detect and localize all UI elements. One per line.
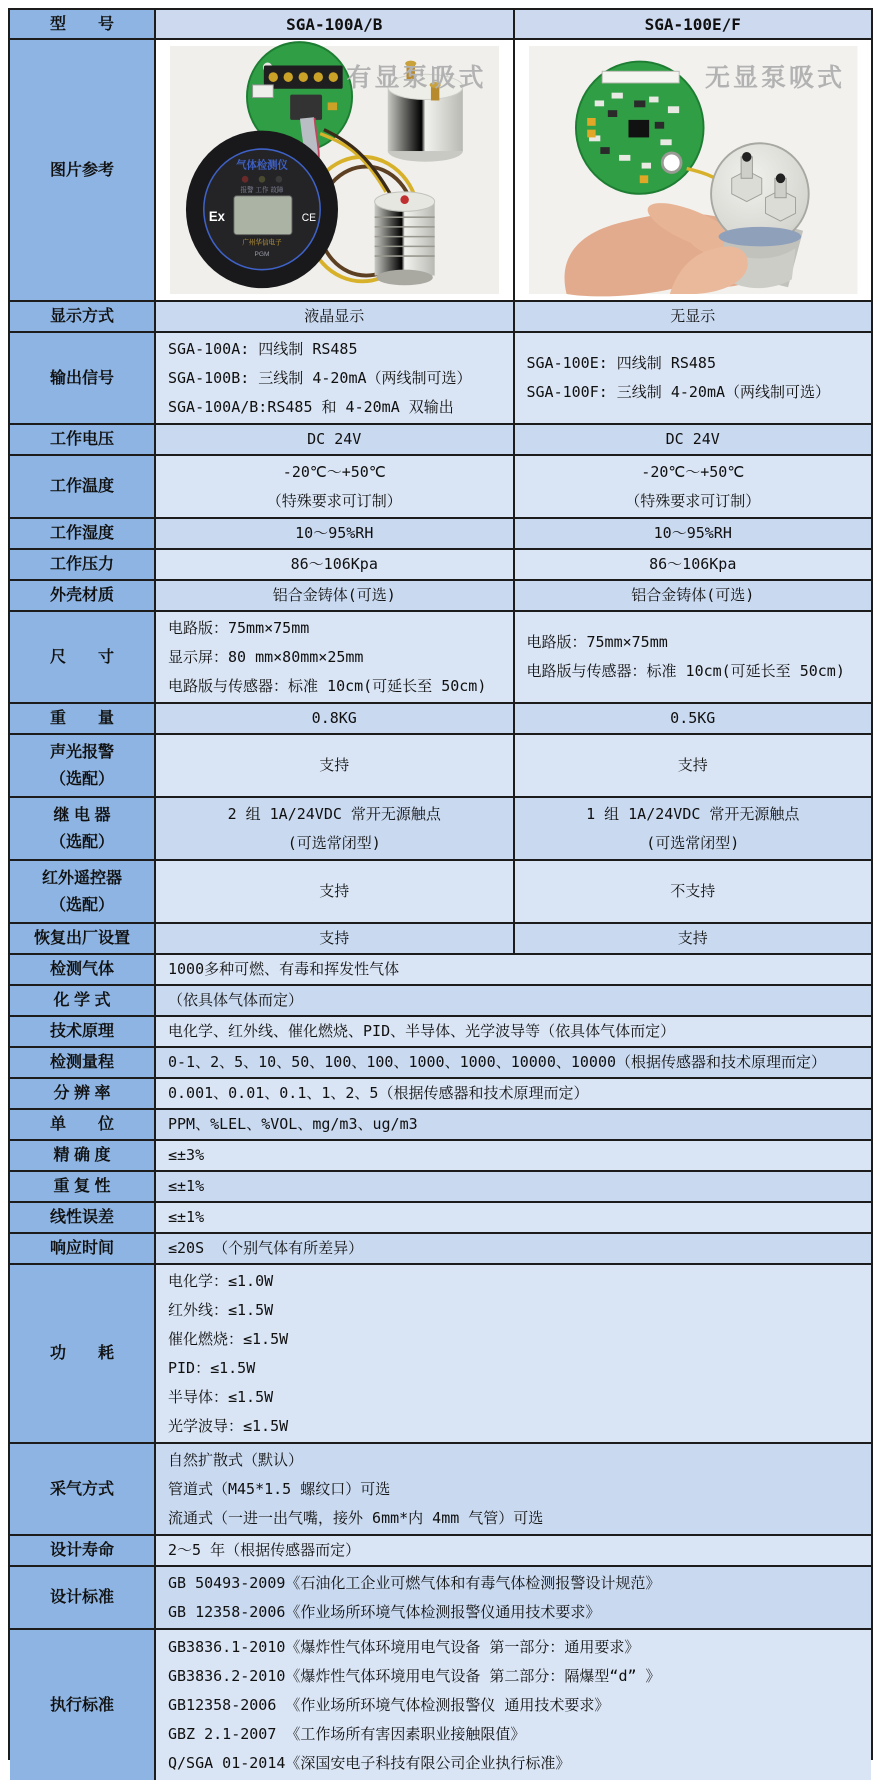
- row-label-line: 执行标准: [49, 1696, 114, 1714]
- spec-row-18: [10, 1110, 871, 1141]
- spec-row-14: [10, 986, 871, 1017]
- value-line: SGA-100E: 四线制 RS485: [526, 354, 716, 372]
- row-label-line: 设计寿命: [49, 1542, 114, 1559]
- value-col2: [513, 519, 872, 548]
- row-label-line: 工作压力: [49, 556, 114, 573]
- image-reference-row: [10, 40, 871, 302]
- value-line: 10～95%RH: [295, 524, 374, 542]
- row-label: [10, 1444, 156, 1534]
- value-line: ≤±1%: [168, 1208, 205, 1226]
- row-label: [10, 1172, 156, 1201]
- model-header-sga100ab: SGA-100A/B: [156, 10, 513, 38]
- value-line: 红外线：≤1.5W: [168, 1300, 274, 1319]
- product-photo-cell-sga100ef: [513, 40, 872, 300]
- row-label-line: 继 电 器: [53, 806, 111, 824]
- value-line: （特殊要求可订制）: [625, 491, 761, 510]
- span: [156, 1079, 871, 1108]
- spec-row-26: [10, 1567, 871, 1630]
- value-line: DC 24V: [307, 430, 362, 448]
- value-line: 0.8KG: [311, 709, 357, 727]
- row-label: [10, 1110, 156, 1139]
- row-label-line: 检测量程: [49, 1054, 114, 1071]
- value-col1: [156, 861, 513, 922]
- svg-text:报警 工作 故障: 报警 工作 故障: [240, 186, 284, 194]
- row-label: [10, 333, 156, 423]
- row-label: [10, 302, 156, 331]
- row-label: [10, 1630, 156, 1780]
- watermark-text: 有显泵吸式: [346, 64, 487, 92]
- value-col1: [156, 333, 513, 423]
- value-line: GB12358-2006 《作业场所环境气体检测报警仪 通用技术要求》: [168, 1695, 610, 1714]
- value-line: 电路版：75mm×75mm: [168, 618, 310, 637]
- row-label-line: 声光报警: [49, 743, 114, 761]
- value-line: GB3836.1-2010《爆炸性气体环境用电气设备 第一部分：通用要求》: [168, 1637, 640, 1656]
- value-col2: [513, 550, 872, 579]
- value-line: 无显示: [670, 307, 716, 325]
- value-col2: [513, 333, 872, 423]
- spec-row-2: [10, 425, 871, 456]
- row-label-line: 分 辨 率: [53, 1085, 111, 1102]
- spec-row-25: [10, 1536, 871, 1567]
- row-label: [10, 1265, 156, 1442]
- value-line: GB 50493-2009《石油化工企业可燃气体和有毒气体检测报警设计规范》: [168, 1573, 661, 1592]
- spec-row-16: [10, 1048, 871, 1079]
- row-label-line: （选配）: [49, 896, 114, 914]
- spec-row-22: [10, 1234, 871, 1265]
- value-line: 液晶显示: [304, 307, 365, 325]
- span: [156, 1265, 871, 1442]
- value-line: (可选常闭型): [287, 833, 381, 852]
- value-line: -20℃～+50℃: [282, 462, 386, 481]
- spec-row-17: [10, 1079, 871, 1110]
- row-label: [10, 1567, 156, 1628]
- table-header-row: [10, 10, 871, 40]
- row-label-line: 输出信号: [49, 369, 114, 387]
- svg-text:Ex: Ex: [208, 208, 225, 225]
- value-col1: [156, 735, 513, 796]
- value-col2: [513, 581, 872, 610]
- spec-row-24: [10, 1444, 871, 1536]
- spec-row-7: [10, 612, 871, 704]
- spec-row-3: [10, 456, 871, 519]
- value-col2: [513, 861, 872, 922]
- value-line: 显示屏：80 mm×80mm×25mm: [168, 647, 364, 666]
- value-line: 1000多种可燃、有毒和挥发性气体: [168, 960, 400, 978]
- row-label: [10, 550, 156, 579]
- row-label-line: 功 耗: [49, 1345, 114, 1362]
- value-line: 管道式（M45*1.5 螺纹口）可选: [168, 1479, 391, 1498]
- spec-row-4: [10, 519, 871, 550]
- value-line: 光学波导：≤1.5W: [168, 1416, 289, 1435]
- value-line: 支持: [319, 756, 350, 774]
- value-line: 铝合金铸体(可选): [272, 586, 396, 604]
- row-label: [10, 1141, 156, 1170]
- row-label-line: 采气方式: [49, 1480, 114, 1498]
- row-label-line: 恢复出厂设置: [33, 930, 130, 947]
- watermark-text: 无显泵吸式: [704, 64, 845, 92]
- value-line: 支持: [319, 929, 350, 947]
- row-label: [10, 1536, 156, 1565]
- value-line: 支持: [677, 929, 708, 947]
- row-label: [10, 1048, 156, 1077]
- row-label: [10, 1017, 156, 1046]
- row-label: [10, 519, 156, 548]
- spec-rows-container: [10, 302, 871, 1772]
- span: [156, 1172, 871, 1201]
- value-line: 2～5 年（根据传感器而定）: [168, 1541, 361, 1559]
- value-line: 电路版与传感器：标准 10cm(可延长至 50cm): [526, 662, 845, 680]
- value-line: 0.001、0.01、0.1、1、2、5（根据传感器和技术原理而定）: [168, 1084, 589, 1102]
- value-line: （特殊要求可订制）: [266, 491, 402, 510]
- row-label: [10, 735, 156, 796]
- value-line: DC 24V: [665, 430, 720, 448]
- spec-row-8: [10, 704, 871, 735]
- spec-row-10: [10, 798, 871, 861]
- row-label-line: 设计标准: [49, 1589, 114, 1606]
- row-label-line: 重 复 性: [53, 1178, 111, 1195]
- value-line: 催化燃烧：≤1.5W: [168, 1329, 289, 1348]
- spec-row-12: [10, 924, 871, 955]
- row-label: [10, 425, 156, 454]
- row-label-line: 尺 寸: [49, 648, 114, 666]
- value-line: 电路版：75mm×75mm: [526, 633, 668, 651]
- svg-text:CE: CE: [301, 211, 317, 225]
- span: [156, 955, 871, 984]
- value-line: ≤20S （个别气体有所差异）: [168, 1239, 364, 1257]
- row-label: [10, 986, 156, 1015]
- spec-row-6: [10, 581, 871, 612]
- value-col1: [156, 302, 513, 331]
- row-label-line: 外壳材质: [49, 587, 114, 604]
- value-line: GB 12358-2006《作业场所环境气体检测报警仪通用技术要求》: [168, 1602, 601, 1621]
- row-label: [10, 955, 156, 984]
- value-col1: [156, 425, 513, 454]
- value-line: PPM、%LEL、%VOL、mg/m3、ug/m3: [168, 1115, 418, 1133]
- spec-table: [8, 8, 873, 1772]
- value-line: SGA-100B: 三线制 4-20mA（两线制可选）: [168, 368, 472, 387]
- value-line: 86～106Kpa: [290, 555, 378, 573]
- value-line: 支持: [319, 882, 350, 900]
- value-line: GB3836.2-2010《爆炸性气体环境用电气设备 第二部分：隔爆型“d” 》: [168, 1666, 661, 1685]
- value-line: ≤±3%: [168, 1146, 205, 1164]
- value-line: PID：≤1.5W: [168, 1358, 256, 1377]
- row-label-line: 显示方式: [49, 308, 114, 325]
- row-label-line: 红外遥控器: [41, 869, 122, 887]
- value-line: 支持: [677, 756, 708, 774]
- spec-row-5: [10, 550, 871, 581]
- row-label-line: 单 位: [49, 1116, 114, 1133]
- value-col1: [156, 550, 513, 579]
- value-line: 0.5KG: [670, 709, 716, 727]
- value-col1: [156, 924, 513, 953]
- row-label: [10, 456, 156, 517]
- value-line: SGA-100F: 三线制 4-20mA（两线制可选）: [526, 383, 831, 401]
- span: [156, 1048, 871, 1077]
- spec-row-11: [10, 861, 871, 924]
- value-col1: [156, 519, 513, 548]
- value-line: ≤±1%: [168, 1177, 205, 1195]
- spec-row-19: [10, 1141, 871, 1172]
- value-line: 电路版与传感器：标准 10cm(可延长至 50cm): [168, 676, 487, 695]
- svg-text:广州华信电子: 广州华信电子: [242, 239, 282, 247]
- value-col1: [156, 798, 513, 859]
- row-label: [10, 1203, 156, 1232]
- svg-text:气体检测仪: 气体检测仪: [236, 159, 288, 172]
- row-label-line: 检测气体: [49, 961, 114, 978]
- value-col2: [513, 425, 872, 454]
- spec-row-23: [10, 1265, 871, 1444]
- value-col1: [156, 581, 513, 610]
- span: [156, 1203, 871, 1232]
- span: [156, 1630, 871, 1780]
- row-label-line: 响应时间: [49, 1240, 114, 1257]
- span: [156, 1536, 871, 1565]
- row-label: [10, 924, 156, 953]
- value-col2: [513, 924, 872, 953]
- value-line: 0-1、2、5、10、50、100、100、1000、1000、10000、10000（根据传感器和技术原理而定）: [168, 1053, 827, 1071]
- value-col1: [156, 704, 513, 733]
- row-label-line: 工作温度: [49, 478, 114, 495]
- span: [156, 1110, 871, 1139]
- model-header-sga100ef: SGA-100E/F: [513, 10, 872, 38]
- product-photo-cell-sga100ab: [156, 40, 513, 300]
- value-col2: [513, 735, 872, 796]
- row-label-line: 精 确 度: [53, 1147, 111, 1164]
- svg-text:PGM: PGM: [254, 250, 270, 259]
- row-label: [10, 1234, 156, 1263]
- row-label: [10, 612, 156, 702]
- spec-row-21: [10, 1203, 871, 1234]
- value-col1: [156, 612, 513, 702]
- value-col2: [513, 302, 872, 331]
- row-label-line: 技术原理: [49, 1023, 114, 1040]
- span: [156, 986, 871, 1015]
- value-col1: [156, 456, 513, 517]
- row-label: [10, 1079, 156, 1108]
- spec-row-13: [10, 955, 871, 986]
- value-col2: [513, 456, 872, 517]
- value-line: SGA-100A: 四线制 RS485: [168, 339, 358, 358]
- value-line: 电化学：≤1.0W: [168, 1271, 274, 1290]
- image-row-label: 图片参考: [10, 40, 156, 300]
- value-col2: [513, 798, 872, 859]
- spec-row-9: [10, 735, 871, 798]
- value-line: 86～106Kpa: [649, 555, 737, 573]
- value-line: （依具体气体而定）: [168, 991, 304, 1009]
- row-label-line: （选配）: [49, 833, 114, 851]
- value-line: SGA-100A/B:RS485 和 4-20mA 双输出: [168, 397, 454, 416]
- span: [156, 1017, 871, 1046]
- value-line: 自然扩散式（默认）: [168, 1450, 304, 1469]
- value-line: Q/SGA 01-2014《深国安电子科技有限公司企业执行标准》: [168, 1753, 571, 1772]
- row-label: [10, 581, 156, 610]
- value-col2: [513, 704, 872, 733]
- row-label-line: 化 学 式: [53, 992, 111, 1009]
- row-label-line: 重 量: [49, 710, 114, 727]
- value-line: 流通式（一进一出气嘴，接外 6mm*内 4mm 气管）可选: [168, 1508, 544, 1527]
- value-line: 1 组 1A/24VDC 常开无源触点: [586, 804, 800, 823]
- spec-row-1: [10, 333, 871, 425]
- value-line: 铝合金铸体(可选): [631, 586, 755, 604]
- row-label: [10, 861, 156, 922]
- row-label: [10, 704, 156, 733]
- value-line: -20℃～+50℃: [641, 462, 745, 481]
- span: [156, 1141, 871, 1170]
- value-line: (可选常闭型): [646, 833, 740, 852]
- value-line: 不支持: [670, 882, 716, 900]
- value-line: 2 组 1A/24VDC 常开无源触点: [227, 804, 441, 823]
- spec-row-0: [10, 302, 871, 333]
- value-line: 电化学、红外线、催化燃烧、PID、半导体、光学波导等（依具体气体而定）: [168, 1022, 676, 1040]
- value-line: 半导体：≤1.5W: [168, 1387, 274, 1406]
- model-header-label: 型 号: [10, 10, 156, 38]
- span: [156, 1567, 871, 1628]
- row-label-line: 工作电压: [49, 431, 114, 448]
- row-label-line: （选配）: [49, 770, 114, 788]
- row-label-line: 线性误差: [49, 1209, 114, 1226]
- spec-row-20: [10, 1172, 871, 1203]
- row-label-line: 工作湿度: [49, 525, 114, 542]
- value-col2: [513, 612, 872, 702]
- spec-row-27: [10, 1630, 871, 1780]
- spec-row-15: [10, 1017, 871, 1048]
- row-label: [10, 798, 156, 859]
- value-line: GBZ 2.1-2007 《工作场所有害因素职业接触限值》: [168, 1724, 526, 1743]
- span: [156, 1234, 871, 1263]
- span: [156, 1444, 871, 1534]
- value-line: 10～95%RH: [653, 524, 732, 542]
